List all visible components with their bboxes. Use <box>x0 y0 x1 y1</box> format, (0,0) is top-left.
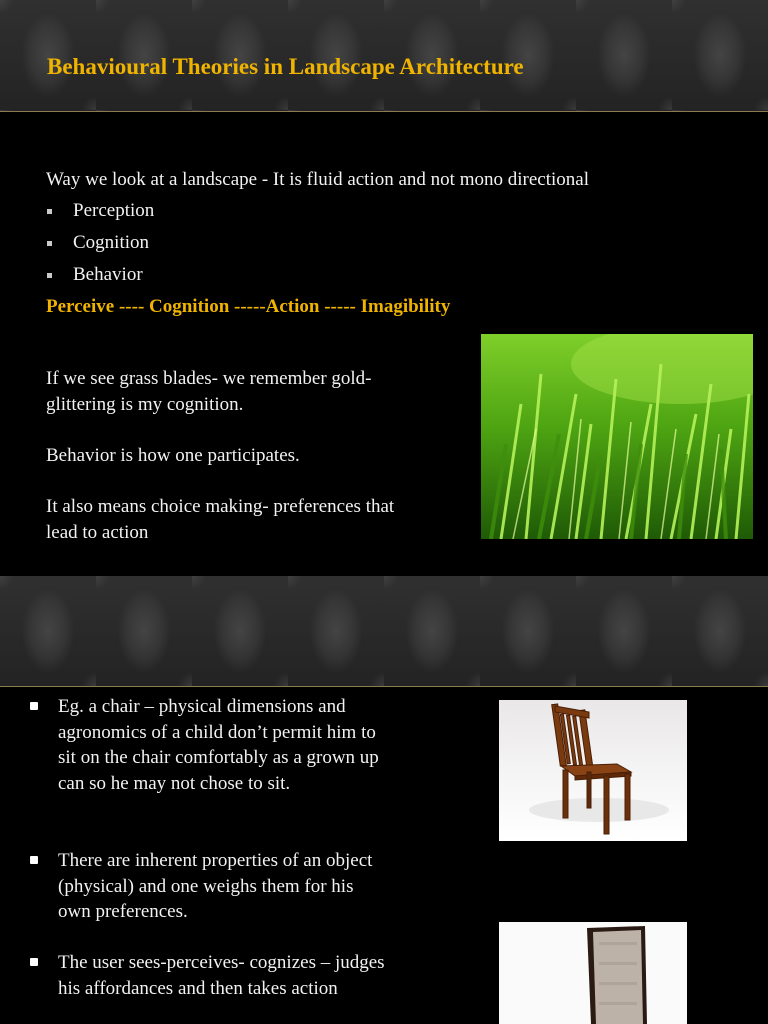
process-highlight: Perceive ---- Cognition -----Action ----- Imagibility <box>46 296 451 317</box>
paragraph-behavior: Behavior is how one participates. <box>46 445 300 466</box>
middle-damask-band <box>0 576 768 686</box>
upholstered-chair-photo <box>499 922 687 1024</box>
bullet-marker <box>30 856 38 864</box>
bullet-marker <box>47 209 52 214</box>
bullet-inherent-properties: There are inherent properties of an object (physical) and one weighs them for his own preferences. <box>58 850 373 922</box>
grass-photo <box>481 334 753 539</box>
paragraph-choice: It also means choice making- preferences that lead to action <box>46 496 395 543</box>
bullet-user-action: The user sees-perceives- cognizes – judges his affordances and then takes action <box>58 952 385 999</box>
bullet-behavior: Behavior <box>73 264 143 285</box>
slide-title: Behavioural Theories in Landscape Architecture <box>47 54 524 79</box>
bullet-cognition: Cognition <box>73 232 150 253</box>
intro-text: Way we look at a landscape - It is fluid action and not mono directional <box>46 169 589 190</box>
bullet-marker <box>47 241 52 246</box>
header-divider <box>0 111 768 112</box>
wooden-chair-photo <box>499 700 687 841</box>
bullet-marker <box>30 702 38 710</box>
bullet-marker <box>30 958 38 966</box>
paragraph-grass: If we see grass blades- we remember gold-glittering is my cognition. <box>46 368 372 415</box>
bullet-perception: Perception <box>73 200 155 221</box>
bullet-chair-example: Eg. a chair – physical dimensions and agronomics of a child don’t permit him to sit on the chair comfortably as a grown up can so he may not chose to sit. <box>58 696 379 794</box>
bullet-marker <box>47 273 52 278</box>
